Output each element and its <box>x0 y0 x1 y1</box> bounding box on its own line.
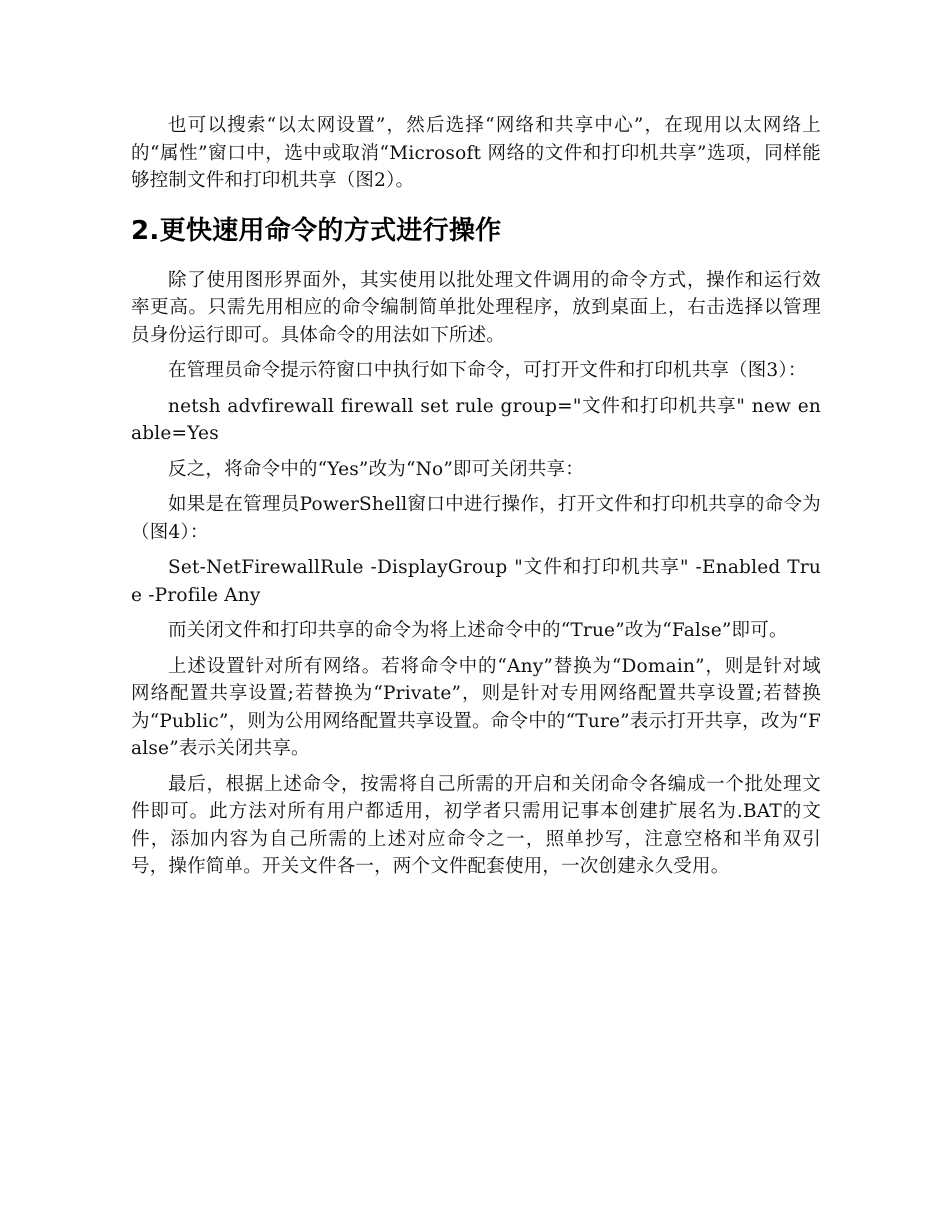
paragraph-disable-note: 反之，将命令中的“Yes”改为“No”即可关闭共享： <box>168 458 584 480</box>
section-heading: 2.更快速用命令的方式进行操作 <box>131 215 502 246</box>
paragraph-ethernet-settings: 也可以搜索“以太网设置”，然后选择“网络和共享中心”，在现用以太网络上的“属性”窗口中，选中或取消“Microsoft 网络的文件和打印机共享”选项，同样能够控制文件和打印机共享（图2）。 <box>131 115 821 191</box>
document-page <box>131 112 821 881</box>
paragraph-conclusion: 最后，根据上述命令，按需将自己所需的开启和关闭命令各编成一个批处理文件即可。此方法对所有用户都适用，初学者只需用记事本创建扩展名为.BAT的文件，添加内容为自己所需的上述对应命令之一，照单抄写，注意空格和半角双引号，操作简单。开关文件各一，两个文件配套使用，一次创建永久受用。 <box>131 773 821 877</box>
paragraph-cmd-intro: 在管理员命令提示符窗口中执行如下命令，可打开文件和打印机共享（图3）： <box>168 360 807 381</box>
paragraph-intro-command: 除了使用图形界面外，其实使用以批处理文件调用的命令方式，操作和运行效率更高。只需先用相应的命令编制简单批处理程序，放到桌面上，右击选择以管理员身份运行即可。具体命令的用法如下所述。 <box>131 269 821 346</box>
paragraph-powershell-disable: 而关闭文件和打印共享的命令为将上述命令中的“True”改为“False”即可。 <box>168 620 788 641</box>
paragraph-profile-notes: 上述设置针对所有网络。若将命令中的“Any”替换为“Domain”，则是针对域网络配置共享设置;若替换为“Private”，则是针对专用网络配置共享设置;若替换为“Public”，则为公用网络配置共享设置。命令中的“Ture”表示打开共享，改为“False”表示关闭共享。 <box>131 655 821 759</box>
code-powershell-command: Set-NetFirewallRule -DisplayGroup "文件和打印机共享" -Enabled True -Profile Any <box>131 557 821 606</box>
paragraph-powershell-intro: 如果是在管理员PowerShell窗口中进行操作，打开文件和打印机共享的命令为（图4）： <box>131 494 821 543</box>
code-netsh-command: netsh advfirewall firewall set rule group="文件和打印机共享" new enable=Yes <box>131 395 821 444</box>
